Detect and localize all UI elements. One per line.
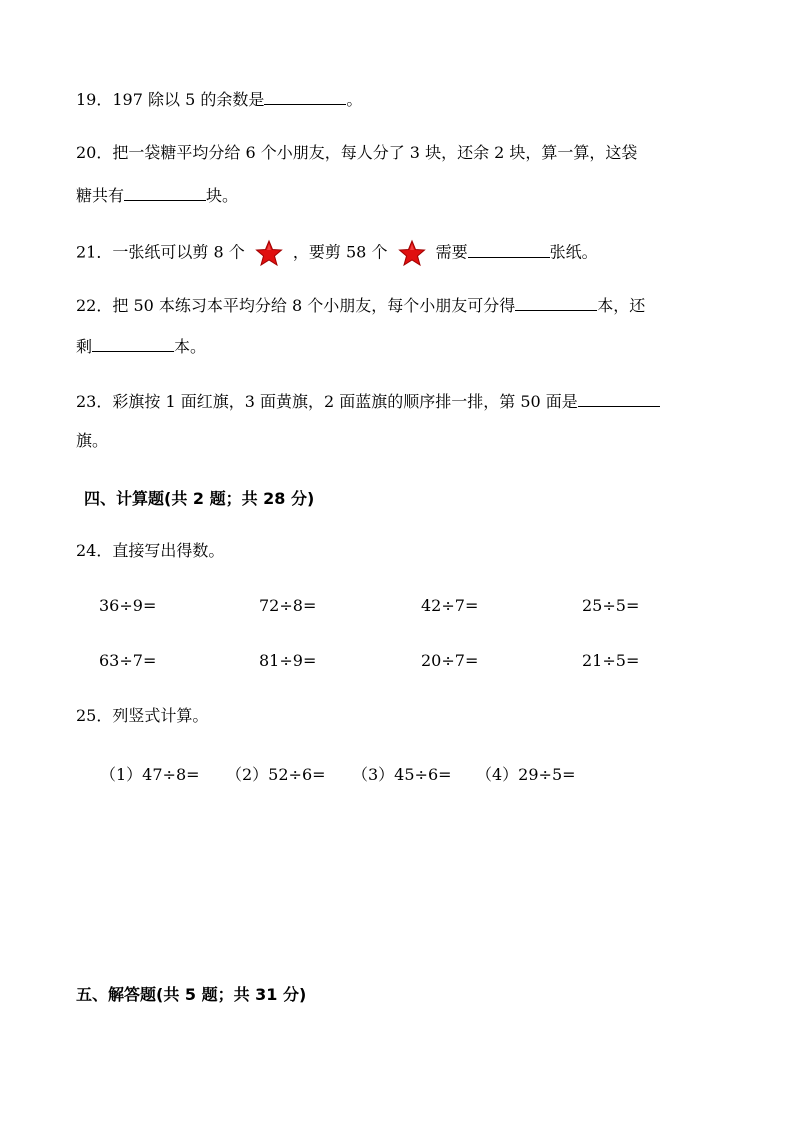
q24-item: 21÷5= (582, 651, 640, 670)
question-23-line1 (76, 390, 660, 412)
q21-part2: ，要剪 58 个 (292, 242, 388, 262)
q25-prompt: 25．列竖式计算。 (76, 706, 209, 725)
q24-item: 36÷9= (99, 596, 157, 615)
question-25-prompt (76, 706, 208, 726)
question-24-prompt (76, 541, 224, 561)
q23-answer-blank[interactable] (578, 390, 660, 407)
q21-answer-blank[interactable] (468, 241, 550, 258)
question-22-line1 (76, 294, 645, 316)
q23-line1-start: 23．彩旗按 1 面红旗，3 面黄旗，2 面蓝旗的顺序排一排，第 50 面是 (76, 392, 578, 411)
q22-line1-start: 22．把 50 本练习本平均分给 8 个小朋友，每个小朋友可分得 (76, 296, 516, 315)
question-19 (76, 88, 362, 110)
q25-item: （4）29÷5= (476, 765, 576, 784)
q24-item: 25÷5= (582, 596, 640, 615)
q24-prompt: 24．直接写出得数。 (76, 541, 225, 560)
q20-line1: 20．把一袋糖平均分给 6 个小朋友，每人分了 3 块，还余 2 块，算一算，这袋 (76, 143, 638, 162)
q24-item: 81÷9= (259, 651, 317, 670)
q25-item: （2）52÷6= (226, 765, 326, 784)
q20-answer-blank[interactable] (124, 184, 206, 201)
section-5-heading: 五、解答题(共 5 题；共 31 分) (76, 985, 307, 1004)
q22-answer-blank-2[interactable] (92, 335, 174, 352)
q22-line1-end: 本，还 (597, 296, 646, 315)
q22-answer-blank-1[interactable] (515, 294, 597, 311)
q20-line2-end: 块。 (206, 186, 239, 205)
question-23-line2 (76, 431, 108, 451)
q21-part4: 张纸。 (549, 242, 598, 262)
section-4-heading: 四、计算题(共 2 题；共 28 分) (84, 489, 315, 508)
q24-item: 42÷7= (421, 596, 479, 615)
q22-line2-start: 剩 (76, 337, 93, 356)
q24-item: 63÷7= (99, 651, 157, 670)
q19-answer-blank[interactable] (264, 88, 346, 105)
question-22-line2 (76, 335, 206, 357)
question-20-line1 (76, 143, 637, 163)
q24-item: 20÷7= (421, 651, 479, 670)
q25-item: （1）47÷8= (100, 765, 200, 784)
red-star-icon (254, 239, 284, 267)
red-star-icon (397, 239, 427, 267)
q21-part3: 需要 (435, 242, 468, 262)
question-21 (76, 239, 598, 267)
q22-line2-end: 本。 (174, 337, 207, 356)
question-20-line2 (76, 184, 238, 206)
q21-part1: 21．一张纸可以剪 8 个 (76, 242, 245, 262)
q19-text: 19．197 除以 5 的余数是 (76, 90, 265, 109)
q20-line2-start: 糖共有 (76, 186, 125, 205)
q23-line2: 旗。 (76, 431, 109, 450)
q19-end: 。 (346, 90, 363, 109)
q25-item: （3）45÷6= (352, 765, 452, 784)
q24-item: 72÷8= (259, 596, 317, 615)
